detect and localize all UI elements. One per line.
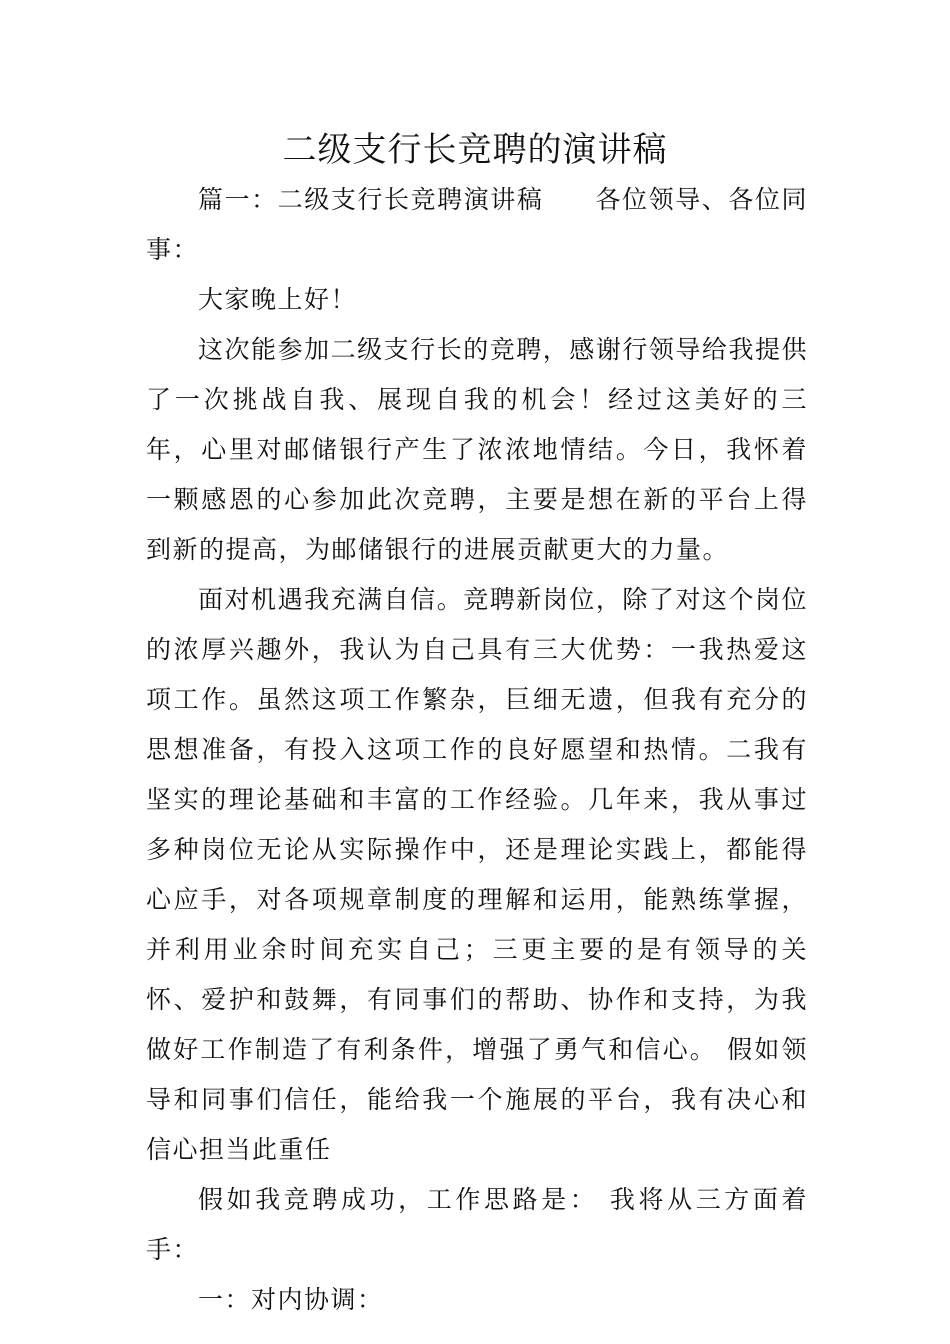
intro-paragraph <box>146 175 808 275</box>
paragraph-work-plan: 假如我竞聘成功，工作思路是： 我将从三方面着手： <box>146 1185 808 1264</box>
paragraph-opportunity: 这次能参加二级支行长的竞聘，感谢行领导给我提供了一次挑战自我、展现自我的机会！经过这美好的三年，心里对邮储银行产生了浓浓地情结。今日，我怀着一颗感恩的心参加此次竞聘，主要是想在新的平台上得到新的提高，为邮储银行的进展贡献更大的力量。 <box>146 335 808 564</box>
greeting-to: 各位领导、各位同事： <box>146 185 808 264</box>
paragraph-greeting: 大家晚上好！ <box>198 285 358 314</box>
document-body <box>146 175 808 1325</box>
document-title: 二级支行长竞聘的演讲稿 <box>282 130 668 170</box>
paragraph-internal-coordination: 一：对内协调： <box>198 1285 384 1314</box>
paragraph-advantages: 面对机遇我充满自信。竞聘新岗位，除了对这个岗位的浓厚兴趣外，我认为自己具有三大优势：一我热爱这项工作。虽然这项工作繁杂，巨细无遗，但我有充分的思想准备，有投入这项工作的良好愿望和热情。二我有坚实的理论基础和丰富的工作经验。几年来，我从事过多种岗位无论从实际操作中，还是理论实践上，都能得心应手，对各项规章制度的理解和运用，能熟练掌握，并利用业余时间充实自己；三更主要的是有领导的关怀、爱护和鼓舞，有同事们的帮助、协作和支持，为我做好工作制造了有利条件，增强了勇气和信心。 假如领导和同事们信任，能给我一个施展的平台，我有决心和信心担当此重任 <box>146 585 808 1164</box>
part-label: 篇一：二级支行长竞聘演讲稿 <box>198 185 544 214</box>
